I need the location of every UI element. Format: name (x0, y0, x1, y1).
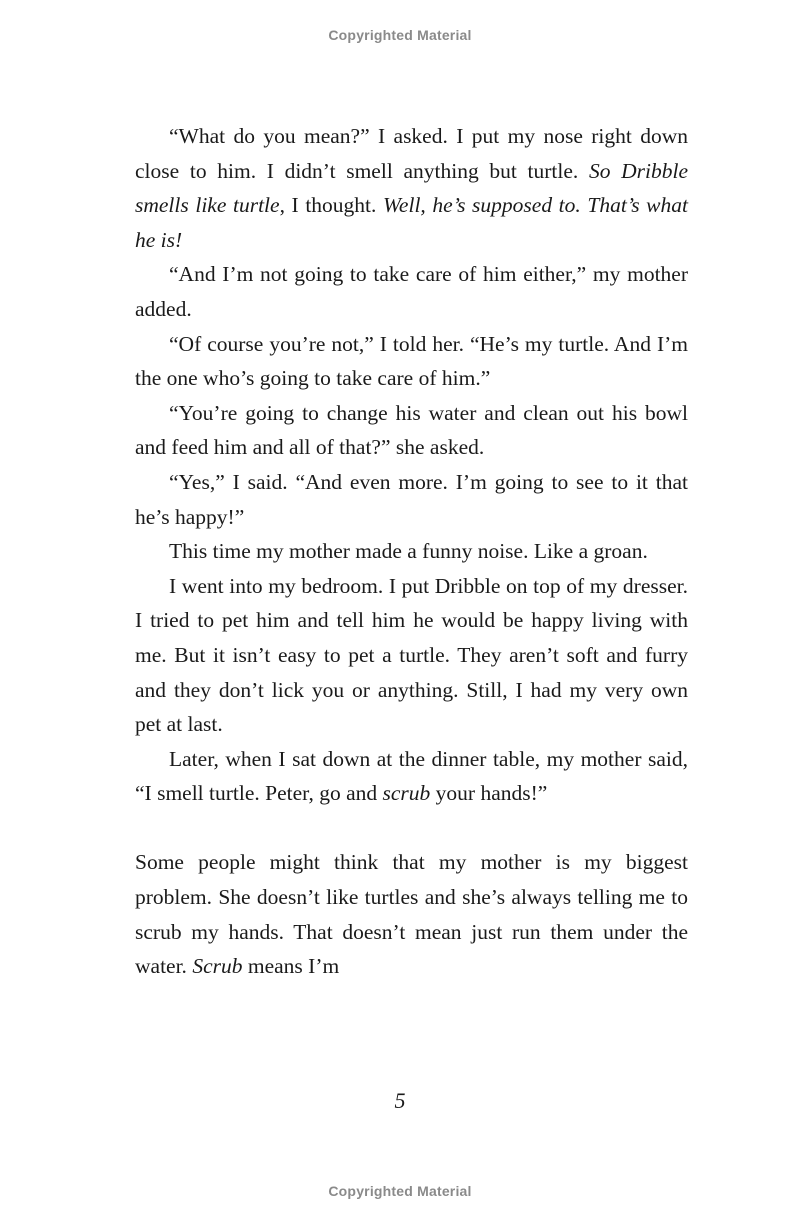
copyright-watermark-top: Copyrighted Material (328, 27, 472, 43)
paragraph-section-start: Some people might think that my mother is my biggest problem. She doesn’t like turtles and she’s always telling me to scrub my hands. That doesn’t mean just run them under the water. Scrub means I’m (135, 850, 688, 979)
paragraph: “Yes,” I said. “And even more. I’m going to see to it that he’s happy!” (135, 469, 688, 529)
page-number: 5 (394, 1088, 406, 1113)
paragraph: “What do you mean?” I asked. I put my nose right down close to him. I didn’t smell anything but turtle. So Dribble smells like turtle, I thought. Well, he’s supposed to. That’s what he is! (135, 124, 688, 252)
copyright-watermark-bottom: Copyrighted Material (328, 1183, 472, 1199)
paragraph: I went into my bedroom. I put Dribble on top of my dresser. I tried to pet him and tell him he would be happy living with me. But it isn’t easy to pet a turtle. They aren’t soft and furry and they don’t lick you or anything. Still, I had my very own pet at last. (135, 573, 688, 737)
paragraph: “Of course you’re not,” I told her. “He’s my turtle. And I’m the one who’s going to take care of him.” (135, 331, 688, 391)
paragraph: This time my mother made a funny noise. Like a groan. (169, 539, 648, 564)
body-text (135, 119, 688, 984)
paragraph: Later, when I sat down at the dinner table, my mother said, “I smell turtle. Peter, go and scrub your hands!” (135, 746, 688, 806)
paragraph: “You’re going to change his water and clean out his bowl and feed him and all of that?” she asked. (135, 400, 688, 460)
paragraph: “And I’m not going to take care of him either,” my mother added. (135, 262, 688, 321)
